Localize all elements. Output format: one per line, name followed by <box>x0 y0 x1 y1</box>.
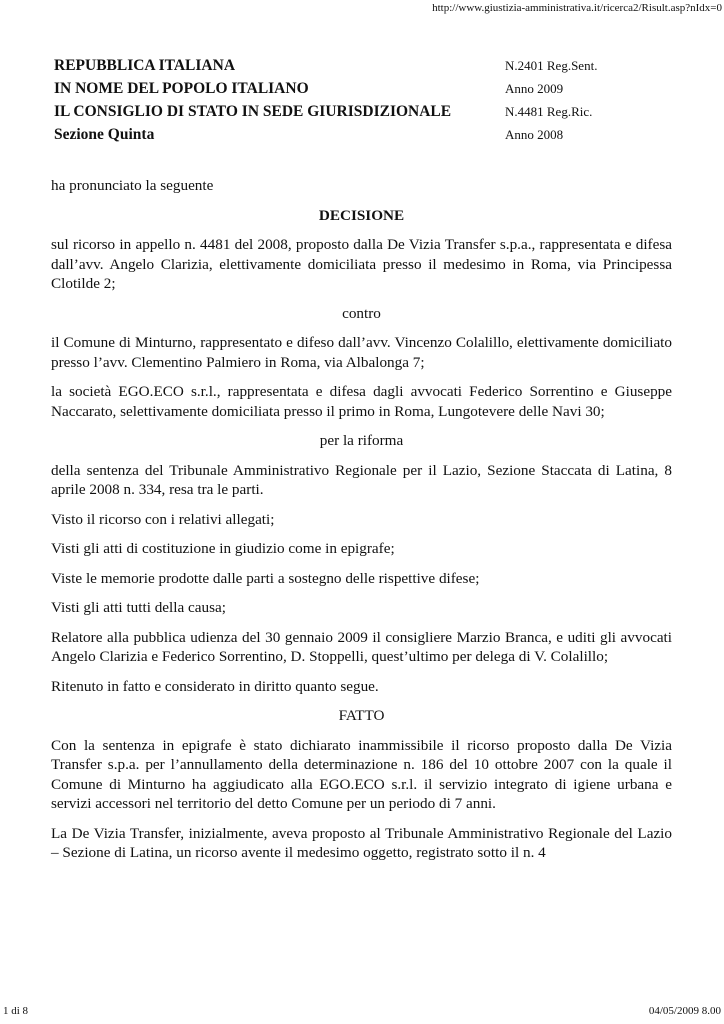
page-url: http://www.giustizia-amministrativa.it/ricerca2/Risult.asp?nIdx=0 <box>432 2 722 14</box>
visto-line-1: Visto il ricorso con i relativi allegati; <box>51 510 275 528</box>
sentence-number: N.2401 Reg.Sent. <box>505 58 598 73</box>
fatto-heading: FATTO <box>338 707 385 724</box>
document-body <box>51 176 672 873</box>
decisione-heading: DECISIONE <box>318 206 405 224</box>
heading-line-people: IN NOME DEL POPOLO ITALIANO <box>54 80 309 97</box>
visto-line-3: Viste le memorie prodotte dalle parti a sostegno delle rispettive difese; <box>51 569 480 587</box>
contro-heading: contro <box>342 304 381 322</box>
page-counter: 1 di 8 <box>3 1005 29 1017</box>
appeal-number: N.4481 Reg.Ric. <box>505 104 593 119</box>
fatto-paragraph-2: La De Vizia Transfer, inizialmente, aveva proposto al Tribunale Amministrativo Regionale del Lazio – Sezione di Latina, un ricorso avente il medesimo oggetto, registrato sotto il n. 4 <box>51 824 672 861</box>
comune-paragraph: il Comune di Minturno, rappresentato e difeso dall’avv. Vincenzo Colalillo, elettivamente domiciliato presso l’avv. Clementino Palmiero in Roma, via Albalonga 7; <box>51 334 672 371</box>
appeal-year: Anno 2008 <box>505 127 564 142</box>
intro-text: ha pronunciato la seguente <box>51 177 214 194</box>
appeal-paragraph: sul ricorso in appello n. 4481 del 2008, proposto dalla De Vizia Transfer s.p.a., rappresentata e difesa dall’avv. Angelo Clarizia, elettivamente domiciliata presso il medesimo in Roma, via Principessa Clotilde 2; <box>51 236 672 292</box>
print-datetime: 04/05/2009 8.00 <box>648 1005 721 1017</box>
fatto-paragraph-1: Con la sentenza in epigrafe è stato dichiarato inammissibile il ricorso proposto dalla De Vizia Transfer s.p.a. per l’annullamento della determinazione n. 186 del 10 ottobre 2007 con la quale il Comune di Minturno ha aggiudicato alla EGO.ECO s.r.l. il servizio integrato di igiene urbana e servizi accessori nel territorio del detto Comune per un periodo di 7 anni. <box>51 736 672 812</box>
visto-line-4: Visti gli atti tutti della causa; <box>51 599 226 616</box>
visto-line-2: Visti gli atti di costituzione in giudizio come in epigrafe; <box>51 540 395 557</box>
riforma-heading: per la riforma <box>319 432 404 449</box>
sentence-year: Anno 2009 <box>505 81 564 96</box>
registry-numbers <box>505 54 597 146</box>
sentenza-paragraph: della sentenza del Tribunale Amministrativo Regionale per il Lazio, Sezione Staccata di Latina, 8 aprile 2008 n. 334, resa tra le parti. <box>51 461 672 498</box>
heading-line-section: Sezione Quinta <box>54 126 155 143</box>
heading-line-council: IL CONSIGLIO DI STATO IN SEDE GIURISDIZIONALE <box>54 103 452 120</box>
court-heading <box>54 54 451 146</box>
relatore-paragraph: Relatore alla pubblica udienza del 30 gennaio 2009 il consigliere Marzio Branca, e uditi gli avvocati Angelo Clarizia e Federico Sorrentino, D. Stoppelli, quest’ultimo per delega di V. Colalillo; <box>51 628 672 665</box>
societa-paragraph: la società EGO.ECO s.r.l., rappresentata e difesa dagli avvocati Federico Sorrentino e Giuseppe Naccarato, selettivamente domiciliata presso il primo in Roma, Lungotevere delle Navi 30; <box>51 383 672 420</box>
ritenuto-line: Ritenuto in fatto e considerato in diritto quanto segue. <box>51 677 379 695</box>
heading-line-republic: REPUBBLICA ITALIANA <box>54 57 236 74</box>
